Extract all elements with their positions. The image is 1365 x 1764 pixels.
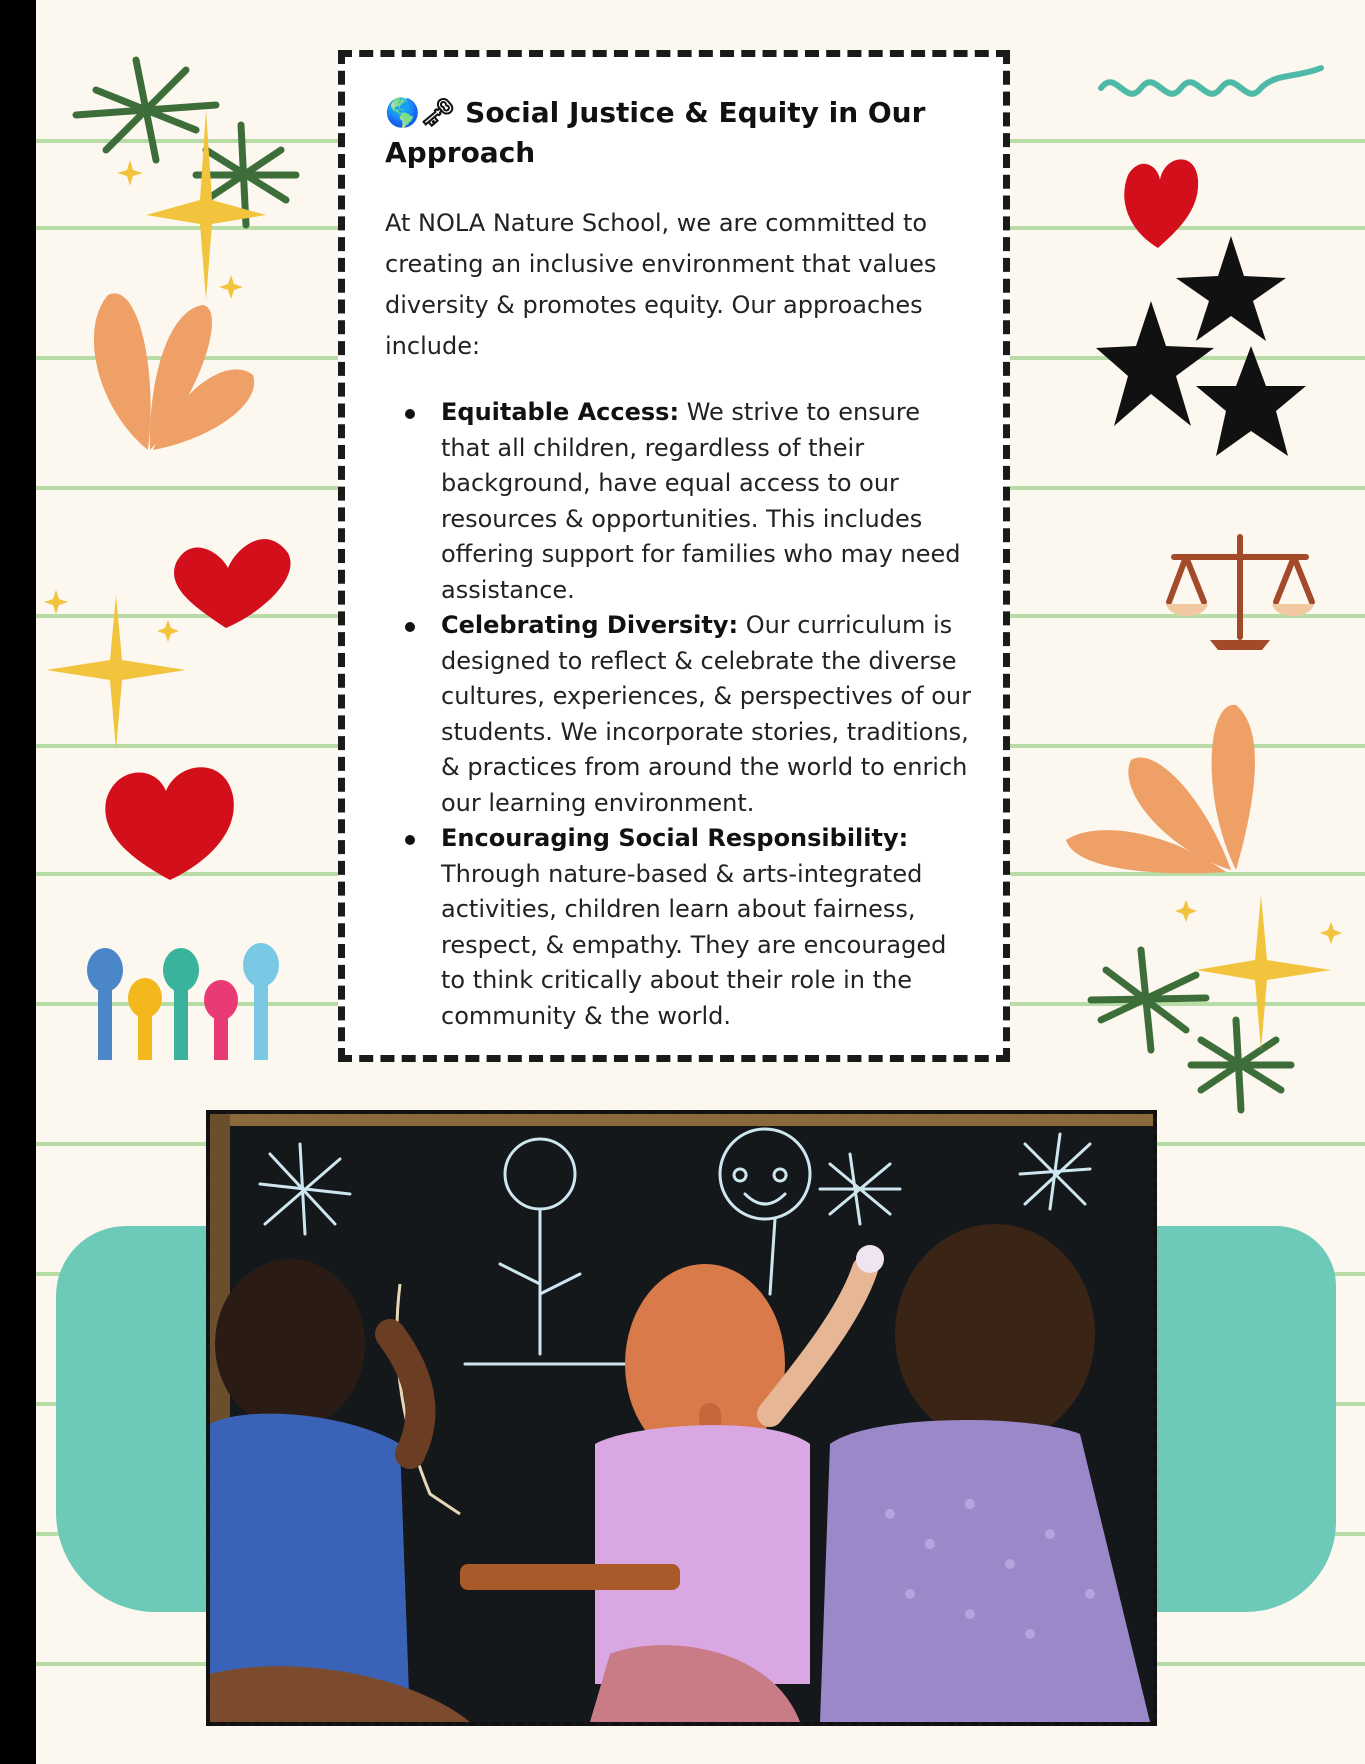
squiggle-icon bbox=[1096, 58, 1336, 118]
approach-card bbox=[338, 50, 1010, 1062]
list-item-label: Encouraging Social Responsibility: bbox=[441, 824, 909, 852]
list-item bbox=[441, 608, 975, 821]
globe-icon: 🌎 bbox=[385, 96, 420, 129]
list-item-text: Through nature-based & arts-integrated activities, children learn about fairness, respect, & empathy. They are encouraged to think critically about their role in the community & the world. bbox=[441, 859, 947, 1030]
raised-hands-icon bbox=[86, 930, 292, 1060]
list-item-label: Celebrating Diversity: bbox=[441, 611, 739, 639]
card-title-text: Social Justice & Equity in Our Approach bbox=[385, 96, 926, 169]
approach-list bbox=[385, 395, 975, 1034]
list-item bbox=[441, 395, 975, 608]
page bbox=[36, 0, 1365, 1764]
leaf-icon bbox=[1056, 700, 1266, 876]
list-item-label: Equitable Access: bbox=[441, 398, 680, 426]
sparkle-icon bbox=[66, 50, 346, 310]
photo-illustration bbox=[210, 1114, 1153, 1722]
card-intro: At NOLA Nature School, we are committed to creating an inclusive environment that values diversity & promotes equity. Our approaches include: bbox=[385, 209, 937, 360]
sparkle-icon bbox=[1086, 890, 1356, 1116]
star-icon bbox=[1096, 236, 1316, 476]
children-chalkboard-photo bbox=[206, 1110, 1157, 1726]
card-title bbox=[385, 93, 975, 173]
key-icon: 🗝 bbox=[419, 96, 456, 129]
scale-icon bbox=[1164, 532, 1316, 652]
sparkle-icon bbox=[36, 590, 216, 750]
list-item-text: We strive to ensure that all children, regardless of their background, have equal access to our resources & opportunities. This includes offering support for families who may need assistance. bbox=[441, 398, 961, 604]
list-item bbox=[441, 821, 975, 1034]
leaf-icon bbox=[78, 290, 268, 460]
list-item-text: Our curriculum is designed to reflect & celebrate the diverse cultures, experiences, & perspectives of our students. We incorporate stories, traditions, & practices from around the world to enrich our learning environment. bbox=[441, 611, 971, 817]
heart-icon bbox=[1118, 150, 1200, 250]
heart-icon bbox=[100, 756, 236, 882]
